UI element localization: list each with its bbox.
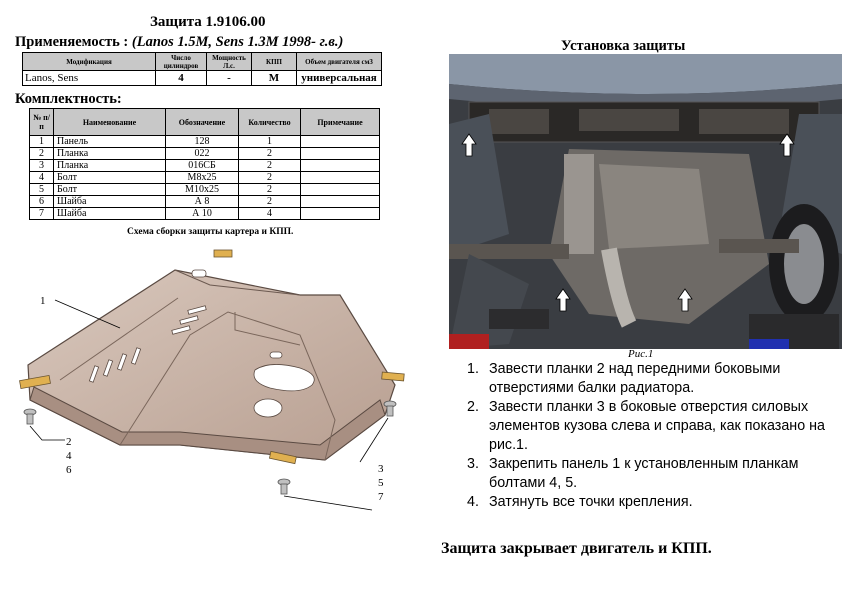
callout-right-7: 7 — [378, 491, 384, 503]
table-cell: 2 — [239, 184, 301, 196]
table-cell: 2 — [239, 172, 301, 184]
document-title: Защита 1.9106.00 — [150, 14, 266, 30]
installation-steps — [467, 360, 837, 512]
table-cell: 2 — [239, 148, 301, 160]
step-text: Затянуть все точки крепления. — [489, 494, 693, 510]
step-text: Завести планки 2 над передними боковыми отверстиями балки радиатора. — [489, 361, 781, 396]
table-cell: 1 — [30, 136, 54, 148]
header-cell: Примечание — [301, 109, 380, 136]
table-cell: 4 — [30, 172, 54, 184]
table-cell — [301, 172, 380, 184]
table-cell: Планка — [54, 148, 166, 160]
step-text: Завести планки 3 в боковые отверстия силовых элементов кузова слева и справа, как показано на рис.1. — [489, 399, 825, 453]
table-row — [30, 160, 380, 172]
table-cell: 7 — [30, 208, 54, 220]
callout-right-5: 5 — [378, 477, 384, 489]
kit-title: Комплектность: — [15, 91, 122, 107]
list-item — [467, 455, 837, 493]
table-row — [30, 196, 380, 208]
table-cell: 4 — [156, 71, 207, 86]
table-row — [30, 136, 380, 148]
modifications-table — [22, 52, 382, 86]
table-cell: 2 — [30, 148, 54, 160]
table-cell — [301, 208, 380, 220]
table-cell: 4 — [239, 208, 301, 220]
table-cell: М8х25 — [166, 172, 239, 184]
table-cell: Lanos, Sens — [23, 71, 156, 86]
table-cell: Панель — [54, 136, 166, 148]
table-cell — [301, 136, 380, 148]
table-cell: 128 — [166, 136, 239, 148]
callout-left-6: 6 — [66, 464, 72, 476]
assembly-scheme-drawing — [0, 240, 440, 520]
callout-left-2: 2 — [66, 436, 72, 448]
table-cell: - — [207, 71, 252, 86]
table-cell — [301, 160, 380, 172]
callout-panel: 1 — [40, 295, 46, 307]
step-number: 1. — [467, 361, 479, 377]
header-cell: КПП — [252, 53, 297, 71]
table-cell: Болт — [54, 184, 166, 196]
applicability-label: Применяемость : — [15, 34, 129, 50]
table-cell: 022 — [166, 148, 239, 160]
table-cell: 016СБ — [166, 160, 239, 172]
table-cell: 3 — [30, 160, 54, 172]
header-cell: Число цилиндров — [156, 53, 207, 71]
step-text: Закрепить панель 1 к установленным планкам болтами 4, 5. — [489, 456, 799, 491]
table-cell: М — [252, 71, 297, 86]
header-cell: № п/п — [30, 109, 54, 136]
header-cell: Количество — [239, 109, 301, 136]
step-number: 2. — [467, 399, 479, 415]
table-row — [30, 208, 380, 220]
table-row — [30, 148, 380, 160]
table-cell: 1 — [239, 136, 301, 148]
header-cell: Обозначение — [166, 109, 239, 136]
table-cell: Шайба — [54, 208, 166, 220]
table-cell: 6 — [30, 196, 54, 208]
table-cell: А 8 — [166, 196, 239, 208]
step-number: 3. — [467, 456, 479, 472]
conclusion-text: Защита закрывает двигатель и КПП. — [441, 540, 712, 557]
figure-caption: Рис.1 — [628, 348, 654, 360]
table-cell: Шайба — [54, 196, 166, 208]
table-cell: Болт — [54, 172, 166, 184]
header-cell: Наименование — [54, 109, 166, 136]
applicability-value: (Lanos 1.5M, Sens 1.3M 1998- г.в.) — [128, 34, 344, 50]
table-cell: М10х25 — [166, 184, 239, 196]
step-number: 4. — [467, 494, 479, 510]
table-cell: 5 — [30, 184, 54, 196]
table-cell: А 10 — [166, 208, 239, 220]
kit-header-row — [30, 109, 380, 136]
callout-left-4: 4 — [66, 450, 72, 462]
table-cell: Планка — [54, 160, 166, 172]
installation-title: Установка защиты — [561, 38, 686, 54]
table-cell: 2 — [239, 196, 301, 208]
modifications-row — [23, 71, 382, 86]
callout-right-3: 3 — [378, 463, 384, 475]
table-cell: универсальная — [297, 71, 382, 86]
list-item — [467, 398, 837, 455]
header-cell: Объем двигателя см3 — [297, 53, 382, 71]
table-row — [30, 172, 380, 184]
list-item — [467, 493, 837, 512]
header-cell: Модификация — [23, 53, 156, 71]
header-cell: Мощность Л.с. — [207, 53, 252, 71]
list-item — [467, 360, 837, 398]
table-cell — [301, 148, 380, 160]
table-row — [30, 184, 380, 196]
skid-plate-panel — [28, 270, 395, 460]
modifications-header-row — [23, 53, 382, 71]
scheme-caption: Схема сборки защиты картера и КПП. — [127, 227, 294, 237]
table-cell — [301, 196, 380, 208]
installation-photo — [449, 54, 842, 349]
applicability-line — [15, 34, 343, 51]
table-cell — [301, 184, 380, 196]
kit-table — [29, 108, 380, 220]
table-cell: 2 — [239, 160, 301, 172]
